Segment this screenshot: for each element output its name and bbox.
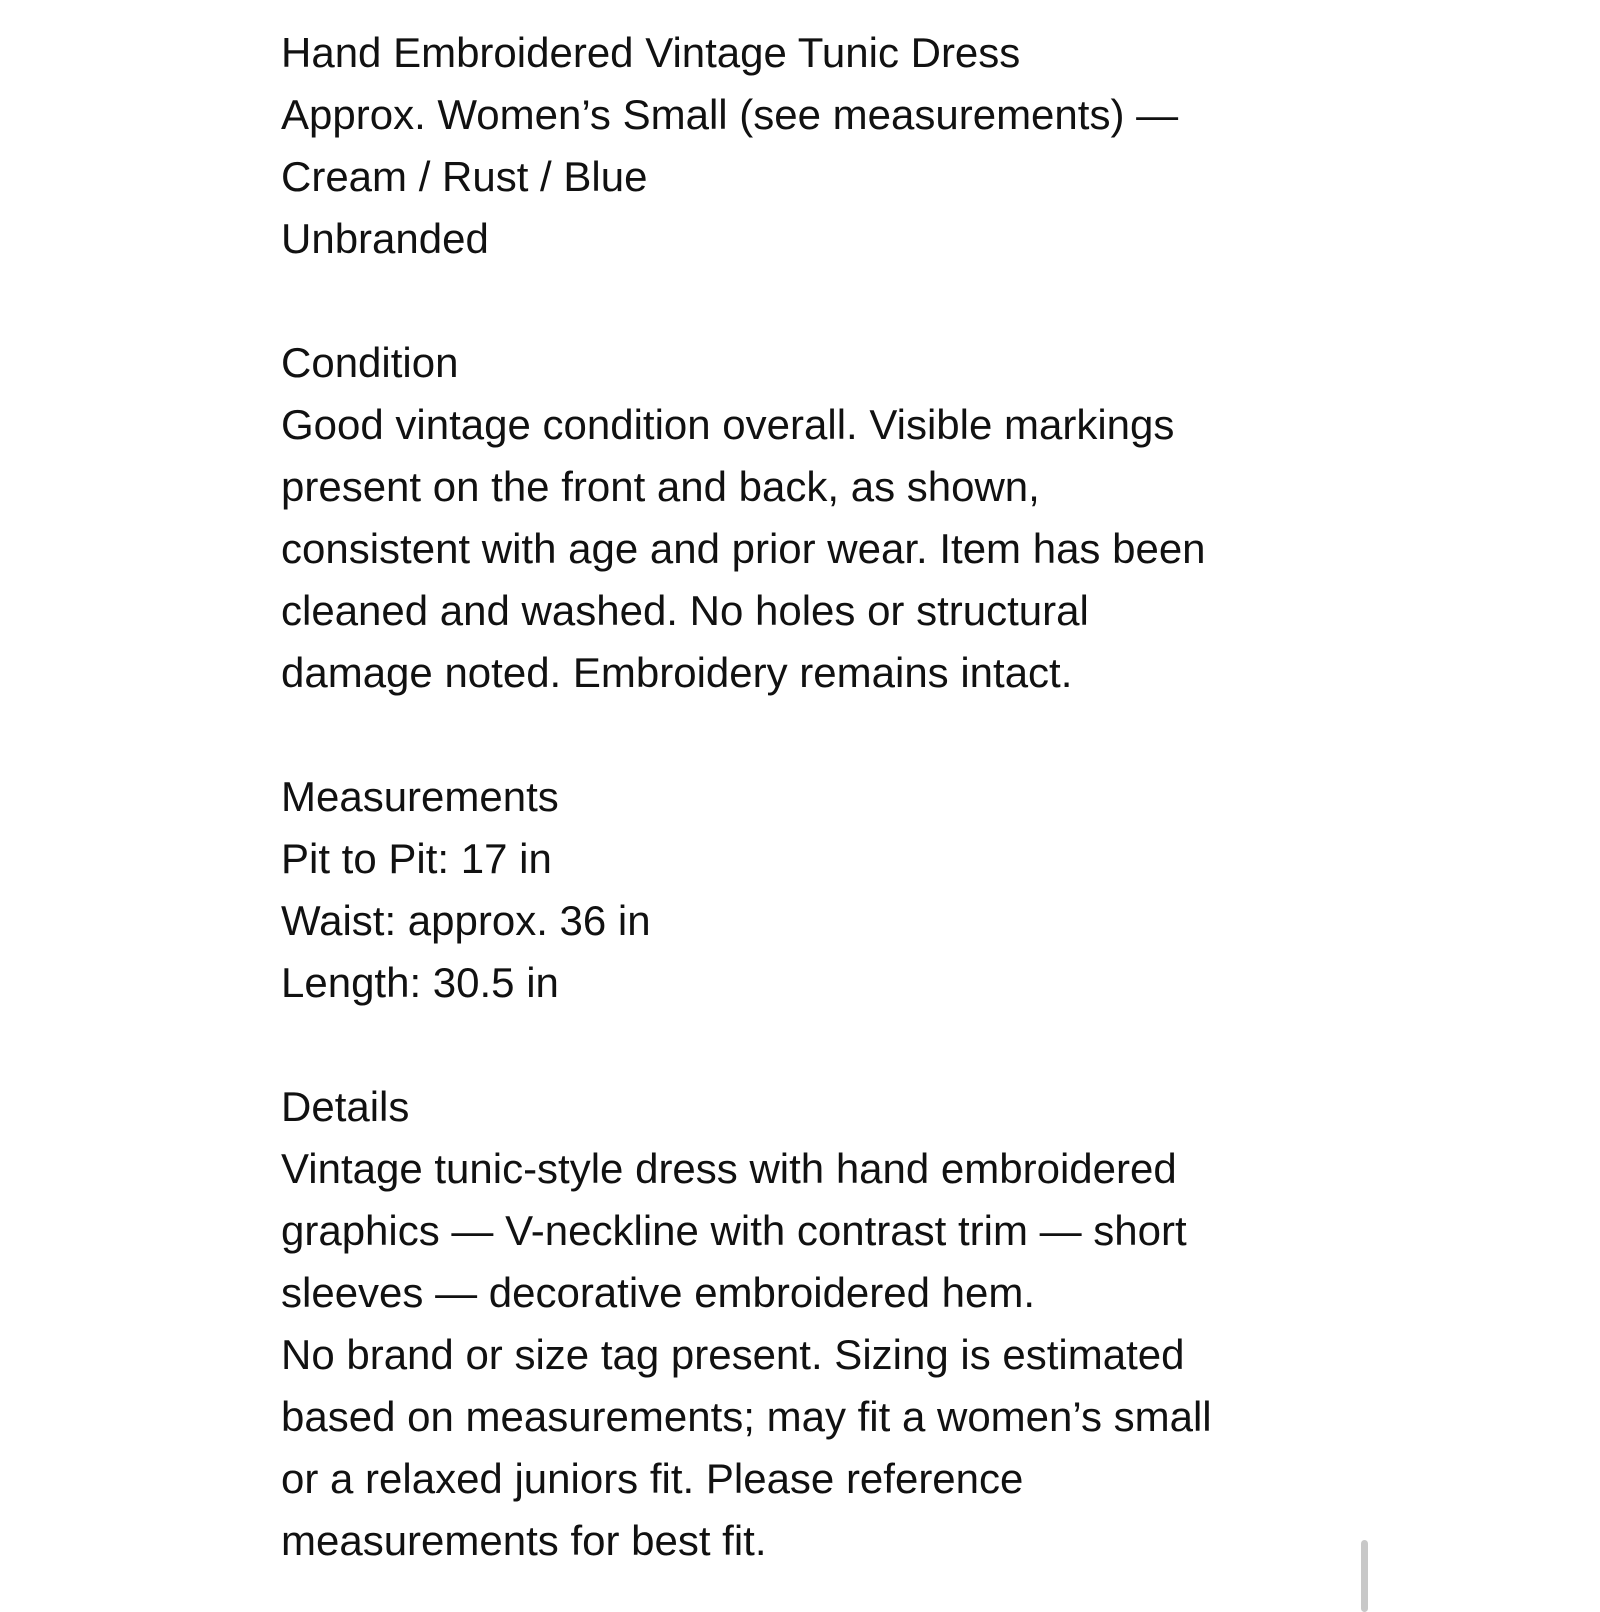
details-line: Vintage tunic-style dress with hand embroidered — [281, 1145, 1177, 1192]
condition-line: Good vintage condition overall. Visible markings — [281, 401, 1175, 448]
details-line: or a relaxed juniors fit. Please reference — [281, 1455, 1024, 1502]
details-line: sleeves — decorative embroidered hem. — [281, 1269, 1036, 1316]
blank-line — [281, 704, 1331, 766]
details-line: measurements for best fit. — [281, 1517, 767, 1564]
note-body[interactable] — [281, 22, 1331, 1572]
listing-title: Hand Embroidered Vintage Tunic Dress — [281, 29, 1021, 76]
scroll-indicator[interactable] — [1361, 1540, 1368, 1612]
condition-line: consistent with age and prior wear. Item has been — [281, 525, 1206, 572]
measurement-length: Length: 30.5 in — [281, 959, 559, 1006]
measurements-heading: Measurements — [281, 773, 559, 820]
details-line: graphics — V-neckline with contrast trim — short — [281, 1207, 1187, 1254]
colors-line: Cream / Rust / Blue — [281, 153, 648, 200]
condition-line: cleaned and washed. No holes or structural — [281, 587, 1089, 634]
condition-heading: Condition — [281, 339, 459, 386]
condition-line: present on the front and back, as shown, — [281, 463, 1040, 510]
size-line: Approx. Women’s Small (see measurements) — — [281, 91, 1179, 138]
details-line: based on measurements; may fit a women’s small — [281, 1393, 1212, 1440]
details-line: No brand or size tag present. Sizing is estimated — [281, 1331, 1185, 1378]
brand-line: Unbranded — [281, 215, 489, 262]
measurement-waist: Waist: approx. 36 in — [281, 897, 651, 944]
blank-line — [281, 1014, 1331, 1076]
condition-line: damage noted. Embroidery remains intact. — [281, 649, 1073, 696]
blank-line — [281, 270, 1331, 332]
measurement-pit-to-pit: Pit to Pit: 17 in — [281, 835, 552, 882]
details-heading: Details — [281, 1083, 410, 1130]
